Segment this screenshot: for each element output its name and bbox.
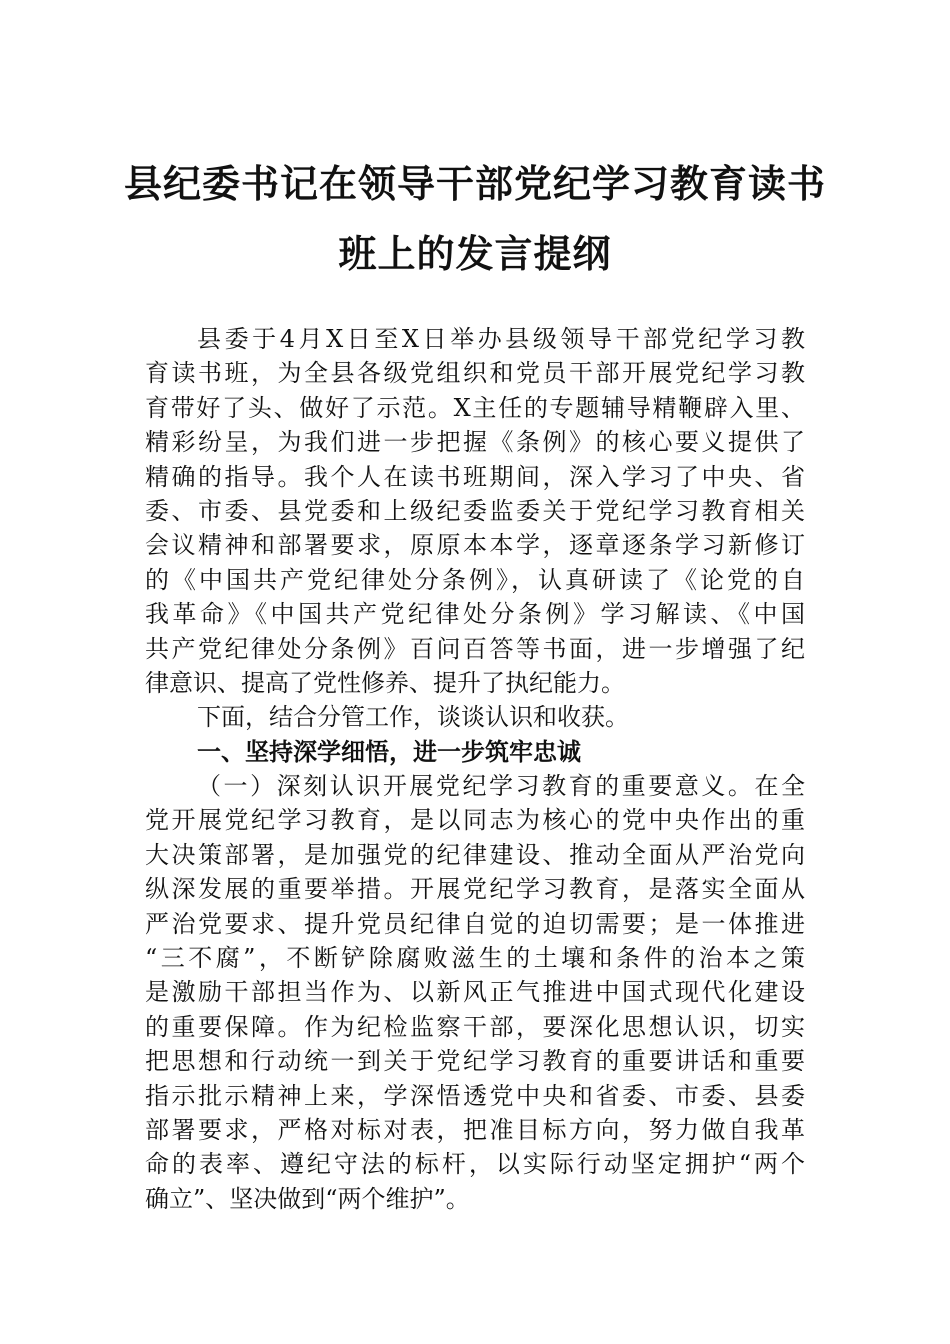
paragraph-3-line: （一）深刻认识开展党纪学习教育的重要意义。在全 [197, 772, 805, 801]
paragraph-3-line: 是激励干部担当作为、以新风正气推进中国式现代化建设 [145, 978, 805, 1007]
paragraph-1-line: 县委于4月X日至X日举办县级领导干部党纪学习教 [197, 325, 805, 353]
paragraph-3-line: 纵深发展的重要举措。开展党纪学习教育，是落实全面从 [145, 875, 805, 904]
paragraph-2: 下面，结合分管工作，谈谈认识和收获。 [197, 703, 629, 732]
paragraph-1-line: 育读书班，为全县各级党组织和党员干部开展党纪学习教 [145, 359, 805, 388]
paragraph-3-line: 大决策部署，是加强党的纪律建设、推动全面从严治党向 [145, 840, 805, 869]
paragraph-3-line: “三不腐”，不断铲除腐败滋生的土壤和条件的治本之策 [145, 944, 805, 973]
paragraph-1-line: 精确的指导。我个人在读书班期间，深入学习了中央、省 [145, 462, 805, 491]
paragraph-3-line: 确立”、坚决做到“两个维护”。 [145, 1184, 470, 1213]
paragraph-1-line: 共产党纪律处分条例》百问百答等书面，进一步增强了纪 [145, 634, 805, 663]
document-title-line-1: 县纪委书记在领导干部党纪学习教育读书 [123, 161, 826, 206]
document-title-line-2: 班上的发言提纲 [338, 231, 612, 276]
document-body [145, 322, 805, 1216]
paragraph-3-line: 的重要保障。作为纪检监察干部，要深化思想认识，切实 [145, 1012, 805, 1041]
paragraph-1-line: 委、市委、县党委和上级纪委监委关于党纪学习教育相关 [145, 496, 805, 525]
section-heading-1: 一、坚持深学细悟，进一步筑牢忠诚 [197, 737, 581, 766]
paragraph-3-line: 命的表率、遵纪守法的标杆，以实际行动坚定拥护“两个 [145, 1150, 805, 1179]
paragraph-1-line: 精彩纷呈，为我们进一步把握《条例》的核心要义提供了 [145, 428, 805, 457]
paragraph-1-line: 会议精神和部署要求，原原本本学，逐章逐条学习新修订 [145, 531, 805, 560]
paragraph-1-line: 我革命》《中国共产党纪律处分条例》学习解读、《中国 [145, 600, 805, 629]
paragraph-3-line: 党开展党纪学习教育，是以同志为核心的党中央作出的重 [145, 806, 805, 835]
paragraph-3-line: 部署要求，严格对标对表，把准目标方向，努力做自我革 [145, 1115, 805, 1144]
paragraph-1-line: 律意识、提高了党性修养、提升了执纪能力。 [145, 668, 625, 697]
paragraph-3-line: 严治党要求、提升党员纪律自觉的迫切需要；是一体推进 [145, 909, 805, 938]
paragraph-1-line: 的《中国共产党纪律处分条例》，认真研读了《论党的自 [145, 565, 805, 594]
paragraph-3-line: 指示批示精神上来，学深悟透党中央和省委、市委、县委 [145, 1081, 805, 1110]
paragraph-3-line: 把思想和行动统一到关于党纪学习教育的重要讲话和重要 [145, 1047, 805, 1076]
paragraph-1-line: 育带好了头、做好了示范。X主任的专题辅导精鞭辟入里、 [145, 393, 805, 422]
